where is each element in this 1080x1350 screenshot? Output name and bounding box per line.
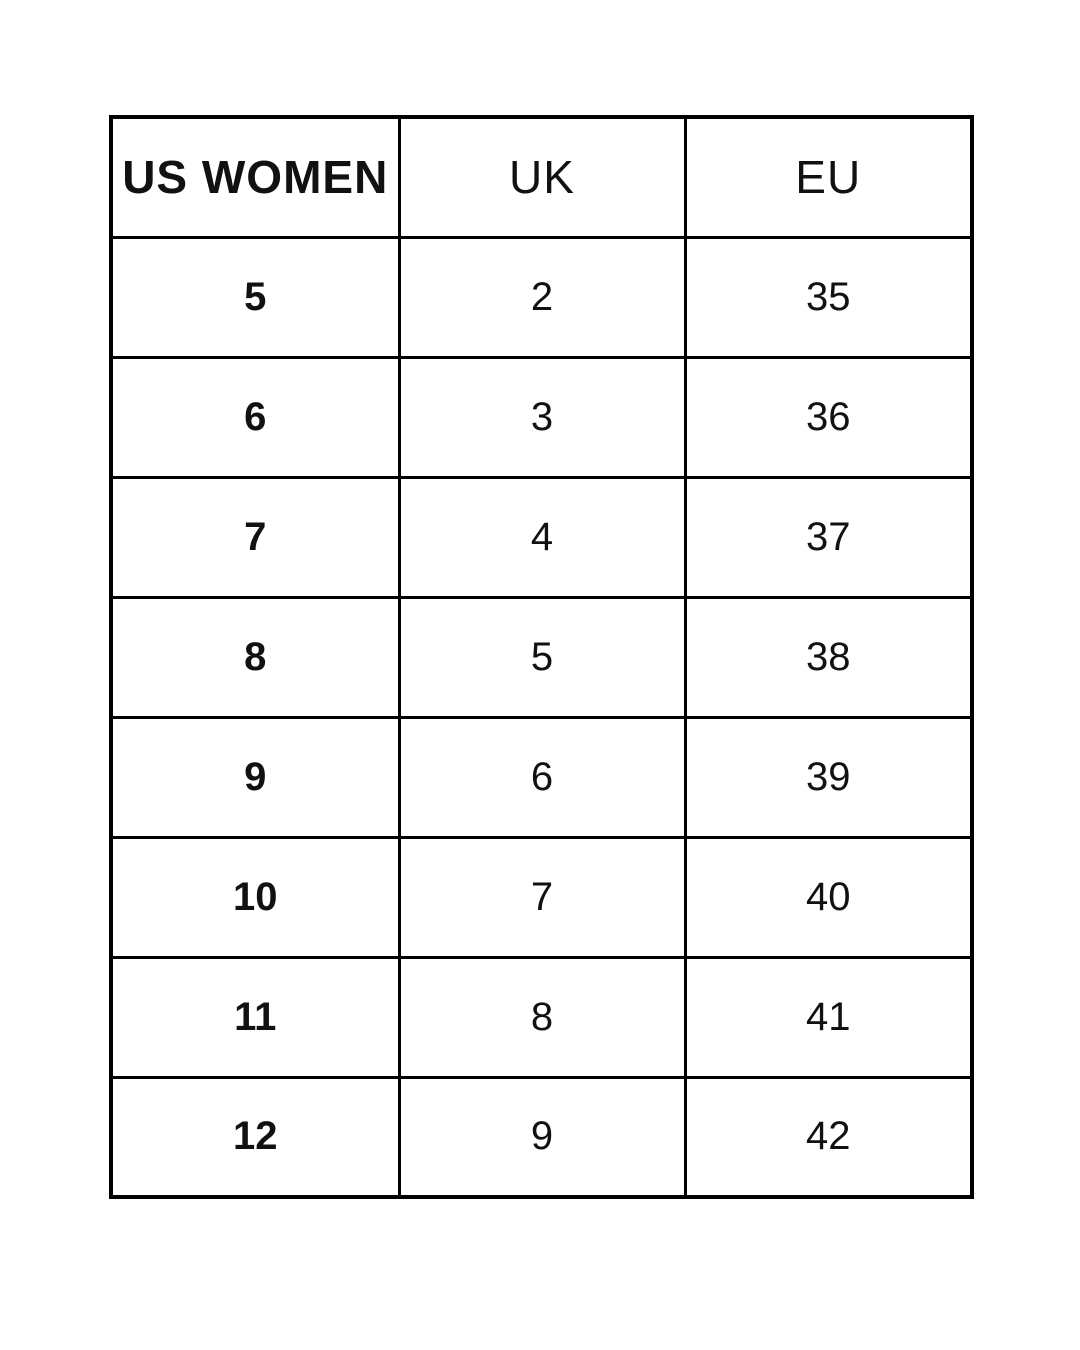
uk-size-cell: 5	[399, 597, 685, 717]
uk-size-cell: 3	[399, 357, 685, 477]
header-us-women: US WOMEN	[111, 117, 399, 237]
uk-size-cell: 6	[399, 717, 685, 837]
uk-size-cell: 9	[399, 1077, 685, 1197]
table-row	[111, 597, 972, 717]
table-row	[111, 837, 972, 957]
uk-size-cell: 4	[399, 477, 685, 597]
eu-size-cell: 36	[685, 357, 972, 477]
us-size-cell: 9	[111, 717, 399, 837]
table-row	[111, 477, 972, 597]
header-row	[111, 117, 972, 237]
table-row	[111, 1077, 972, 1197]
size-conversion-table	[109, 115, 974, 1199]
us-size-cell: 10	[111, 837, 399, 957]
uk-size-cell: 7	[399, 837, 685, 957]
us-size-cell: 5	[111, 237, 399, 357]
eu-size-cell: 39	[685, 717, 972, 837]
table-row	[111, 357, 972, 477]
uk-size-cell: 8	[399, 957, 685, 1077]
table-row	[111, 237, 972, 357]
us-size-cell: 7	[111, 477, 399, 597]
header-eu: EU	[685, 117, 972, 237]
eu-size-cell: 42	[685, 1077, 972, 1197]
eu-size-cell: 35	[685, 237, 972, 357]
uk-size-cell: 2	[399, 237, 685, 357]
table-row	[111, 717, 972, 837]
us-size-cell: 8	[111, 597, 399, 717]
eu-size-cell: 37	[685, 477, 972, 597]
header-uk: UK	[399, 117, 685, 237]
us-size-cell: 6	[111, 357, 399, 477]
eu-size-cell: 41	[685, 957, 972, 1077]
us-size-cell: 11	[111, 957, 399, 1077]
eu-size-cell: 38	[685, 597, 972, 717]
eu-size-cell: 40	[685, 837, 972, 957]
us-size-cell: 12	[111, 1077, 399, 1197]
table-row	[111, 957, 972, 1077]
